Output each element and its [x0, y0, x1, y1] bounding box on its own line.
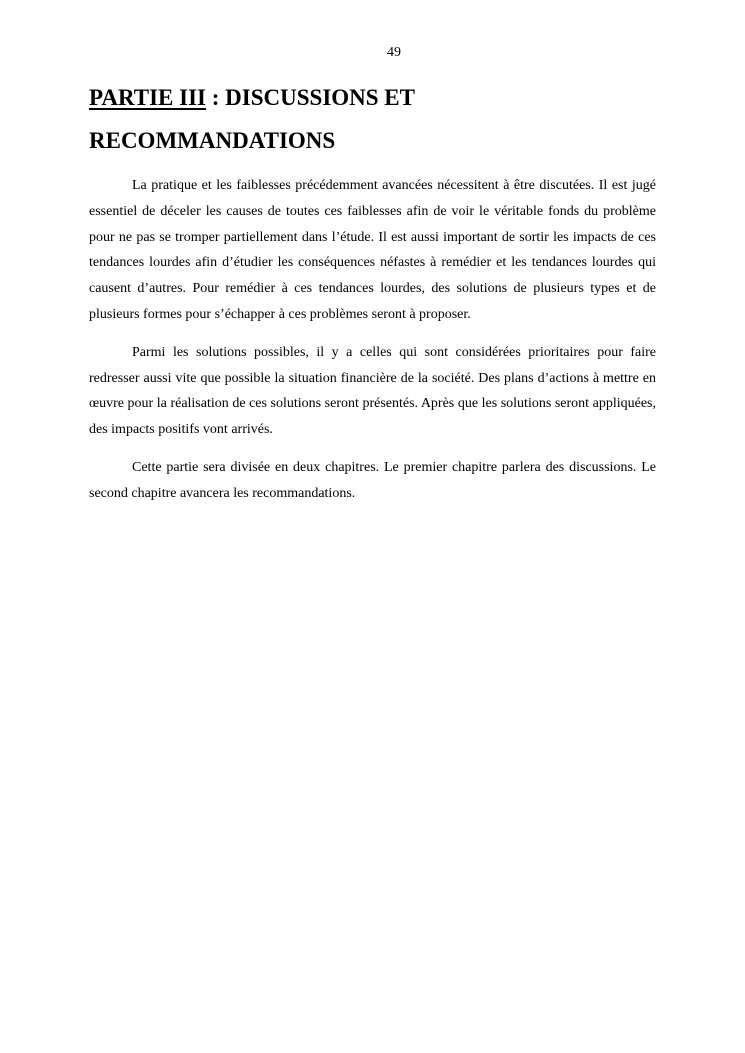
paragraph-structure: Cette partie sera divisée en deux chapitres. Le premier chapitre parlera des discussions. Le second chapitre avancera les recommandations.	[89, 459, 656, 501]
paragraph-solutions: Parmi les solutions possibles, il y a celles qui sont considérées prioritaires pour faire redresser aussi vite que possible la situation financière de la société. Des plans d’actions à mettre en œuvre pour la réalisation de ces solutions seront présentés. Après que les solutions seront appliquées, des impacts positifs vont arrivés.	[89, 344, 656, 438]
body-text	[89, 173, 656, 519]
part-title: : DISCUSSIONS ET RECOMMANDATIONS	[89, 85, 415, 153]
page-number: 49	[387, 45, 401, 60]
paragraph-intro: La pratique et les faiblesses précédemment avancées nécessitent à être discutées. Il est jugé essentiel de déceler les causes de toutes ces faiblesses afin de voir le véritable fonds du problème pour ne pas se tromper partiellement dans l’étude. Il est aussi important de sortir les impacts de ces tendances lourdes afin d’étudier les conséquences néfastes à remédier et les tendances lourdes qui causent d’autres. Pour remédier à ces tendances lourdes, des solutions de plusieurs types et de plusieurs formes pour s’échapper à ces problèmes seront à proposer.	[89, 178, 656, 322]
part-heading	[89, 76, 656, 162]
part-label: PARTIE III	[89, 85, 206, 110]
